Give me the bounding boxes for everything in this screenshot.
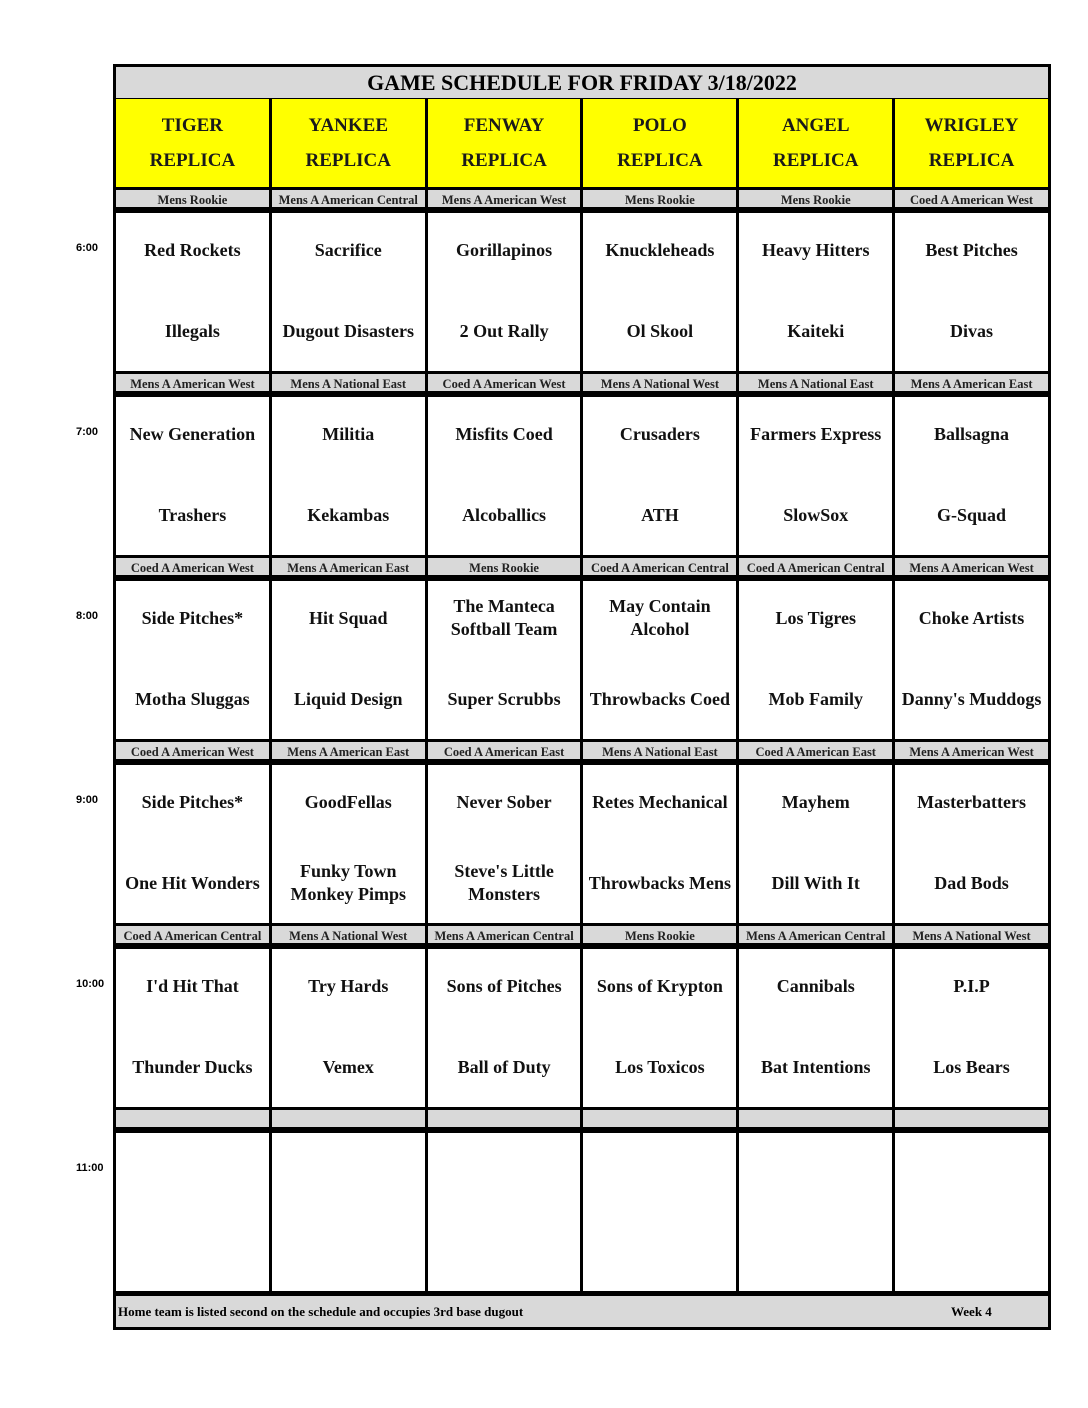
game-cell xyxy=(116,581,269,742)
division-label: Coed A American West xyxy=(116,742,269,762)
game-cell xyxy=(272,765,425,926)
division-label: Coed A American East xyxy=(739,742,892,762)
home-team: Kekambas xyxy=(307,505,390,525)
away-team: Retes Mechanical xyxy=(592,792,728,812)
home-team: Steve's Little Monsters xyxy=(454,861,554,904)
home-team: Mob Family xyxy=(768,689,863,709)
game-cell xyxy=(116,397,269,558)
home-team: One Hit Wonders xyxy=(125,873,260,893)
away-team: Militia xyxy=(322,424,375,444)
away-team: Los Tigres xyxy=(775,608,856,628)
home-team: Vemex xyxy=(322,1057,374,1077)
field-header xyxy=(739,99,892,190)
schedule-footer xyxy=(116,1296,1048,1327)
division-label xyxy=(116,1110,269,1130)
away-team: Best Pitches xyxy=(925,240,1018,260)
home-team: Thunder Ducks xyxy=(132,1057,253,1077)
home-team: Dad Bods xyxy=(934,873,1009,893)
division-label: Mens A American West xyxy=(895,742,1048,762)
away-team: Crusaders xyxy=(619,424,700,444)
game-cell xyxy=(428,581,581,742)
game-cell xyxy=(272,213,425,374)
away-team: Ballsagna xyxy=(934,424,1010,444)
time-label: 10:00 xyxy=(76,978,105,990)
game-cell xyxy=(895,949,1048,1110)
game-cell xyxy=(739,1133,892,1294)
game-cell xyxy=(116,213,269,374)
division-label: Mens A American East xyxy=(272,742,425,762)
game-cell xyxy=(583,765,736,926)
division-label xyxy=(583,1110,736,1130)
game-cell xyxy=(895,1133,1048,1294)
away-team: Farmers Express xyxy=(750,424,882,444)
game-row xyxy=(116,1133,1048,1294)
division-label: Mens Rookie xyxy=(583,190,736,210)
away-team: The Manteca Softball Team xyxy=(450,596,558,639)
division-label: Coed A American Central xyxy=(739,558,892,578)
division-label: Coed A American West xyxy=(895,190,1048,210)
game-cell xyxy=(895,397,1048,558)
home-team: Throwbacks Coed xyxy=(589,689,730,709)
away-team: Hit Squad xyxy=(308,608,388,628)
away-team: Heavy Hitters xyxy=(761,240,870,260)
division-label: Mens Rookie xyxy=(583,926,736,946)
time-label: 6:00 xyxy=(76,242,99,254)
home-team: G-Squad xyxy=(937,505,1007,525)
division-label: Coed A American Central xyxy=(583,558,736,578)
game-cell xyxy=(895,581,1048,742)
game-cell xyxy=(895,765,1048,926)
game-row xyxy=(116,397,1048,558)
game-cell xyxy=(428,1133,581,1294)
home-team: Trashers xyxy=(158,505,227,525)
field-header xyxy=(272,99,425,190)
time-label: 9:00 xyxy=(76,794,99,806)
game-cell xyxy=(583,1133,736,1294)
field-name: TIGER xyxy=(161,115,224,136)
time-label: 11:00 xyxy=(76,1162,104,1174)
home-team: Los Bears xyxy=(933,1057,1010,1077)
away-team: Mayhem xyxy=(781,792,850,812)
home-team: Dill With It xyxy=(771,873,860,893)
game-row xyxy=(116,581,1048,742)
away-team: Choke Artists xyxy=(918,608,1025,628)
division-label: Mens A National West xyxy=(895,926,1048,946)
away-team: Try Hards xyxy=(308,976,389,996)
home-team: Ball of Duty xyxy=(457,1057,551,1077)
game-cell xyxy=(583,949,736,1110)
schedule-sheet xyxy=(113,64,1051,1330)
home-team: Funky Town Monkey Pimps xyxy=(290,861,406,904)
home-team: Liquid Design xyxy=(293,689,403,709)
game-cell xyxy=(272,581,425,742)
home-team: Divas xyxy=(950,321,994,341)
away-team: Gorillapinos xyxy=(456,240,553,260)
game-cell xyxy=(272,1133,425,1294)
home-team: Dugout Disasters xyxy=(282,321,414,341)
away-team: Knuckleheads xyxy=(605,240,715,260)
field-name: YANKEE xyxy=(308,115,389,136)
away-team: Sons of Pitches xyxy=(446,976,562,996)
game-cell xyxy=(583,213,736,374)
field-header-row xyxy=(116,99,1048,190)
field-type: REPLICA xyxy=(928,150,1015,171)
home-team: 2 Out Rally xyxy=(459,321,549,341)
away-team: Cannibals xyxy=(776,976,855,996)
division-label: Mens A National West xyxy=(272,926,425,946)
away-team: Side Pitches* xyxy=(141,608,244,628)
away-team: Sacrifice xyxy=(314,240,382,260)
away-team: New Generation xyxy=(129,424,256,444)
field-type: REPLICA xyxy=(149,150,236,171)
division-label xyxy=(739,1110,892,1130)
game-cell xyxy=(116,765,269,926)
division-label: Mens Rookie xyxy=(116,190,269,210)
away-team: Sons of Krypton xyxy=(596,976,723,996)
home-team: Los Toxicos xyxy=(615,1057,705,1077)
home-team: Super Scrubbs xyxy=(447,689,561,709)
division-label: Mens A National West xyxy=(583,374,736,394)
division-label: Mens Rookie xyxy=(739,190,892,210)
game-cell xyxy=(272,949,425,1110)
home-team: Throwbacks Mens xyxy=(588,873,731,893)
division-label: Mens A National East xyxy=(272,374,425,394)
game-cell xyxy=(895,213,1048,374)
field-name: WRIGLEY xyxy=(924,115,1019,136)
division-row xyxy=(116,374,1048,394)
division-label: Mens A American Central xyxy=(428,926,581,946)
division-row xyxy=(116,926,1048,946)
division-label: Mens A American West xyxy=(428,190,581,210)
field-header xyxy=(116,99,269,190)
game-cell xyxy=(116,1133,269,1294)
game-cell xyxy=(739,949,892,1110)
division-label: Mens A American Central xyxy=(272,190,425,210)
field-type: REPLICA xyxy=(305,150,391,171)
game-cell xyxy=(739,213,892,374)
home-team: Ol Skool xyxy=(626,321,694,341)
game-cell xyxy=(428,397,581,558)
page-title: GAME SCHEDULE FOR FRIDAY 3/18/2022 xyxy=(116,67,1048,99)
home-team: Alcoballics xyxy=(462,505,547,525)
division-label: Mens A American West xyxy=(116,374,269,394)
division-label: Mens A American East xyxy=(272,558,425,578)
home-team: Danny's Muddogs xyxy=(901,689,1042,709)
away-team: Never Sober xyxy=(456,792,552,812)
division-label xyxy=(272,1110,425,1130)
home-team: SlowSox xyxy=(783,505,849,525)
division-label: Mens A American East xyxy=(895,374,1048,394)
division-label: Coed A American West xyxy=(116,558,269,578)
away-team: Masterbatters xyxy=(917,792,1027,812)
field-header xyxy=(428,99,581,190)
away-team: Misfits Coed xyxy=(455,424,553,444)
game-row xyxy=(116,949,1048,1110)
division-label: Coed A American Central xyxy=(116,926,269,946)
division-row xyxy=(116,558,1048,578)
division-label: Mens A American Central xyxy=(739,926,892,946)
game-cell xyxy=(739,765,892,926)
game-cell xyxy=(739,397,892,558)
field-type: REPLICA xyxy=(461,150,547,171)
home-team: ATH xyxy=(641,505,679,525)
division-row xyxy=(116,190,1048,210)
away-team: P.I.P xyxy=(953,976,990,996)
division-row xyxy=(116,1110,1048,1130)
home-team: Bat Intentions xyxy=(760,1057,871,1077)
game-cell xyxy=(583,581,736,742)
game-cell xyxy=(739,581,892,742)
field-type: REPLICA xyxy=(772,150,859,171)
division-label: Mens A American West xyxy=(895,558,1048,578)
away-team: Side Pitches* xyxy=(141,792,244,812)
division-label: Mens A National East xyxy=(583,742,736,762)
game-cell xyxy=(116,949,269,1110)
division-label: Coed A American East xyxy=(428,742,581,762)
field-header xyxy=(583,99,736,190)
field-name: FENWAY xyxy=(463,115,545,136)
game-cell xyxy=(428,765,581,926)
field-type: REPLICA xyxy=(617,150,703,171)
away-team: Red Rockets xyxy=(144,240,241,260)
away-team: GoodFellas xyxy=(304,792,392,812)
game-row xyxy=(116,765,1048,926)
field-header xyxy=(895,99,1048,190)
footer-note: Home team is listed second on the schedule and occupies 3rd base dugout xyxy=(118,1304,524,1319)
home-team: Illegals xyxy=(164,321,220,341)
field-name: POLO xyxy=(632,115,687,136)
game-cell xyxy=(428,213,581,374)
division-label: Mens A National East xyxy=(739,374,892,394)
game-cell xyxy=(272,397,425,558)
time-label: 7:00 xyxy=(76,426,99,438)
game-cell xyxy=(583,397,736,558)
away-team: I'd Hit That xyxy=(146,976,239,996)
week-label: Week 4 xyxy=(951,1304,992,1319)
home-team: Motha Sluggas xyxy=(135,689,250,709)
game-row xyxy=(116,213,1048,374)
field-name: ANGEL xyxy=(781,115,850,136)
game-cell xyxy=(428,949,581,1110)
time-label: 8:00 xyxy=(76,610,99,622)
division-label: Mens Rookie xyxy=(428,558,581,578)
away-team: May Contain Alcohol xyxy=(609,596,711,639)
division-label xyxy=(895,1110,1048,1130)
division-row xyxy=(116,742,1048,762)
home-team: Kaiteki xyxy=(787,321,845,341)
division-label xyxy=(428,1110,581,1130)
division-label: Coed A American West xyxy=(428,374,581,394)
